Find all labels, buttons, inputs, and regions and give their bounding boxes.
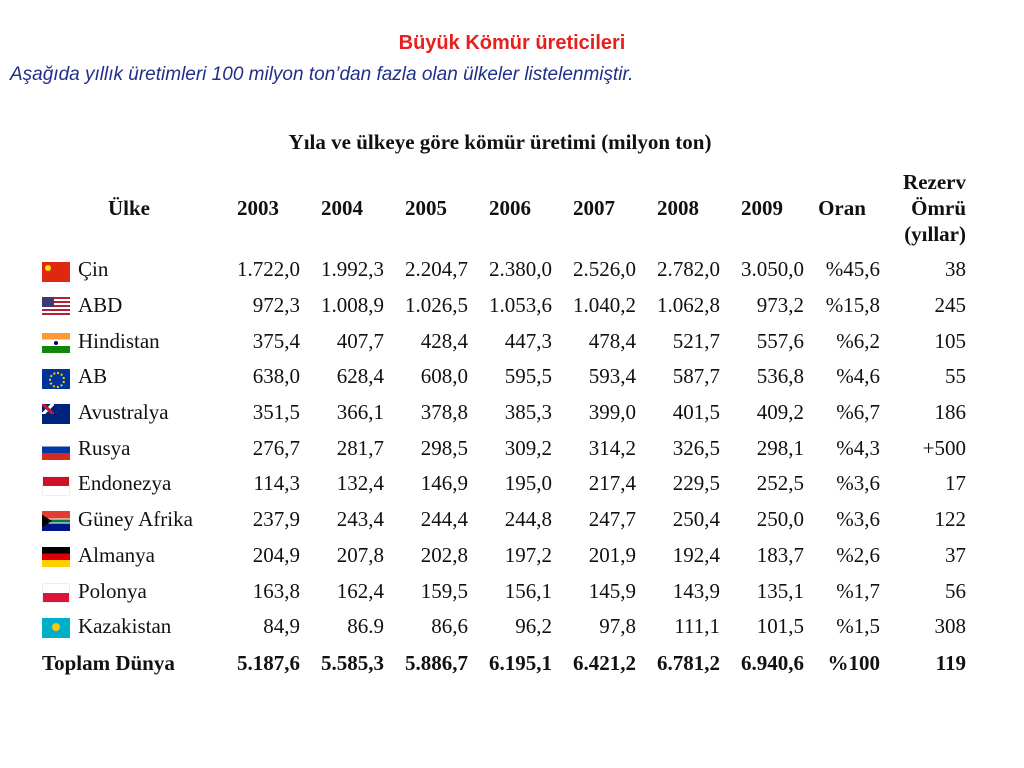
cell-v2008: 521,7 xyxy=(672,328,720,353)
cell-v2003: 237,9 xyxy=(252,507,300,532)
cell-v2009: 183,7 xyxy=(756,542,804,567)
country-name: ABD xyxy=(78,293,123,318)
table-row xyxy=(42,573,966,609)
cell-v2006: 1.053,6 xyxy=(489,293,552,318)
country-name: Endonezya xyxy=(78,471,172,496)
table-row xyxy=(42,430,966,466)
country-name: Avustralya xyxy=(78,400,169,425)
cell-rezerv: 186 xyxy=(934,400,966,425)
cell-v2006: 197,2 xyxy=(504,542,552,567)
total-label: Toplam Dünya xyxy=(42,651,175,676)
country-name: AB xyxy=(78,364,108,389)
cell-oran: %15,8 xyxy=(825,293,880,318)
country-cell xyxy=(42,538,216,574)
country-cell xyxy=(42,323,216,359)
cell-v2008: 326,5 xyxy=(672,435,720,460)
indonesia-flag-icon xyxy=(42,476,70,496)
slide-subtitle: Aşağıda yıllık üretimleri 100 milyon ton’dan fazla olan ülkeler listelenmiştir. xyxy=(10,64,634,85)
table-row xyxy=(42,252,966,288)
cell-v2006: 96,2 xyxy=(515,614,552,639)
kazakhstan-flag-icon xyxy=(42,618,70,638)
table-row xyxy=(42,323,966,359)
cell-v2007: 217,4 xyxy=(588,471,636,496)
country-cell xyxy=(42,466,216,502)
cell-rezerv: 56 xyxy=(945,578,966,603)
cell-v2005: 428,4 xyxy=(420,328,468,353)
cell-v2003: 638,0 xyxy=(252,364,300,389)
cell-v2009: 298,1 xyxy=(756,435,804,460)
table-caption: Yıla ve ülkeye göre kömür üretimi (milyon ton) xyxy=(288,130,712,154)
cell-v2004: 86.9 xyxy=(347,614,384,639)
china-flag-icon xyxy=(42,262,70,282)
cell-rezerv: 245 xyxy=(934,293,966,318)
cell-v2004: 1.008,9 xyxy=(321,293,384,318)
total-v2003: 5.187,6 xyxy=(237,651,300,676)
cell-oran: %1,7 xyxy=(836,578,880,603)
cell-v2005: 298,5 xyxy=(420,435,468,460)
table-row xyxy=(42,466,966,502)
table-row xyxy=(42,359,966,395)
slide-title: Büyük Kömür üreticileri xyxy=(398,32,626,54)
cell-v2008: 143,9 xyxy=(672,578,720,603)
cell-v2009: 3.050,0 xyxy=(741,257,804,282)
cell-v2003: 375,4 xyxy=(252,328,300,353)
germany-flag-icon xyxy=(42,547,70,567)
total-rezerv: 119 xyxy=(935,651,966,676)
cell-v2003: 351,5 xyxy=(252,400,300,425)
cell-v2007: 2.526,0 xyxy=(573,257,636,282)
usa-flag-icon xyxy=(42,297,70,317)
cell-v2004: 407,7 xyxy=(336,328,384,353)
cell-v2008: 401,5 xyxy=(672,400,720,425)
cell-v2005: 86,6 xyxy=(431,614,468,639)
total-v2006: 6.195,1 xyxy=(489,651,552,676)
cell-v2005: 378,8 xyxy=(420,400,468,425)
cell-v2009: 409,2 xyxy=(756,400,804,425)
cell-rezerv: 17 xyxy=(945,471,966,496)
cell-v2004: 162,4 xyxy=(336,578,384,603)
country-cell xyxy=(42,395,216,431)
cell-v2009: 135,1 xyxy=(756,578,804,603)
cell-v2009: 557,6 xyxy=(756,328,804,353)
country-cell xyxy=(42,609,216,645)
country-cell xyxy=(42,430,216,466)
cell-v2004: 1.992,3 xyxy=(321,257,384,282)
cell-v2004: 207,8 xyxy=(336,542,384,567)
cell-v2005: 146,9 xyxy=(420,471,468,496)
cell-v2008: 111,1 xyxy=(674,614,720,639)
cell-v2007: 247,7 xyxy=(588,507,636,532)
cell-v2003: 163,8 xyxy=(252,578,300,603)
cell-v2005: 244,4 xyxy=(420,507,468,532)
cell-v2003: 114,3 xyxy=(253,471,300,496)
cell-oran: %1,5 xyxy=(836,614,880,639)
cell-v2004: 132,4 xyxy=(336,471,384,496)
header-2008: 2008 xyxy=(657,195,699,220)
cell-v2005: 608,0 xyxy=(420,364,468,389)
cell-v2009: 973,2 xyxy=(756,293,804,318)
cell-rezerv: 105 xyxy=(934,328,966,353)
cell-v2003: 84,9 xyxy=(263,614,300,639)
total-v2005: 5.886,7 xyxy=(405,651,468,676)
cell-v2007: 593,4 xyxy=(588,364,636,389)
total-v2009: 6.940,6 xyxy=(741,651,804,676)
cell-v2005: 1.026,5 xyxy=(405,293,468,318)
cell-oran: %3,6 xyxy=(836,507,880,532)
cell-v2008: 587,7 xyxy=(672,364,720,389)
country-cell xyxy=(42,252,216,288)
cell-v2007: 97,8 xyxy=(599,614,636,639)
header-rezerv-line2: Ömrü xyxy=(911,196,966,220)
cell-oran: %2,6 xyxy=(836,542,880,567)
total-v2007: 6.421,2 xyxy=(573,651,636,676)
cell-v2008: 192,4 xyxy=(672,542,720,567)
header-2006: 2006 xyxy=(489,195,531,220)
country-name: Hindistan xyxy=(78,328,160,353)
cell-v2005: 159,5 xyxy=(420,578,468,603)
country-name: Almanya xyxy=(78,542,155,567)
cell-v2006: 385,3 xyxy=(504,400,552,425)
cell-v2003: 972,3 xyxy=(252,293,300,318)
cell-v2004: 628,4 xyxy=(336,364,384,389)
cell-v2007: 314,2 xyxy=(588,435,636,460)
cell-v2005: 202,8 xyxy=(420,542,468,567)
header-2009: 2009 xyxy=(741,195,783,220)
cell-v2008: 2.782,0 xyxy=(657,257,720,282)
total-v2004: 5.585,3 xyxy=(321,651,384,676)
cell-rezerv: 37 xyxy=(945,542,966,567)
country-name: Güney Afrika xyxy=(78,507,193,532)
cell-v2003: 1.722,0 xyxy=(237,257,300,282)
cell-v2007: 1.040,2 xyxy=(573,293,636,318)
cell-v2007: 399,0 xyxy=(588,400,636,425)
cell-oran: %6,2 xyxy=(836,328,880,353)
country-cell xyxy=(42,573,216,609)
cell-v2004: 366,1 xyxy=(336,400,384,425)
eu-flag-icon xyxy=(42,369,70,389)
total-row xyxy=(42,645,966,683)
header-rezerv-line3: (yıllar) xyxy=(904,222,966,246)
header-rezerv-line1: Rezerv xyxy=(903,170,966,194)
cell-rezerv: 308 xyxy=(934,614,966,639)
cell-rezerv: 122 xyxy=(934,507,966,532)
poland-flag-icon xyxy=(42,583,70,603)
country-cell xyxy=(42,502,216,538)
cell-v2007: 201,9 xyxy=(588,542,636,567)
cell-v2006: 195,0 xyxy=(504,471,552,496)
country-name: Çin xyxy=(78,257,109,282)
cell-v2007: 478,4 xyxy=(588,328,636,353)
south-africa-flag-icon xyxy=(42,511,70,531)
total-oran: %100 xyxy=(827,651,880,676)
cell-oran: %6,7 xyxy=(836,400,880,425)
header-country: Ülke xyxy=(108,195,150,220)
cell-v2009: 252,5 xyxy=(756,471,804,496)
coal-production-table xyxy=(42,164,966,683)
country-name: Kazakistan xyxy=(78,614,172,639)
header-rezerv xyxy=(880,164,966,252)
header-2003: 2003 xyxy=(237,195,279,220)
header-oran: Oran xyxy=(818,195,866,220)
table-row xyxy=(42,538,966,574)
cell-v2006: 244,8 xyxy=(504,507,552,532)
table-row xyxy=(42,502,966,538)
cell-v2003: 276,7 xyxy=(252,435,300,460)
table-row xyxy=(42,395,966,431)
cell-oran: %4,6 xyxy=(836,364,880,389)
table-header-row xyxy=(42,164,966,252)
country-name: Polonya xyxy=(78,578,147,603)
cell-oran: %3,6 xyxy=(836,471,880,496)
table-row xyxy=(42,609,966,645)
cell-v2007: 145,9 xyxy=(588,578,636,603)
header-2005: 2005 xyxy=(405,195,447,220)
cell-rezerv: 55 xyxy=(945,364,966,389)
cell-v2008: 229,5 xyxy=(672,471,720,496)
cell-rezerv: 38 xyxy=(945,257,966,282)
india-flag-icon xyxy=(42,333,70,353)
cell-v2005: 2.204,7 xyxy=(405,257,468,282)
table-row xyxy=(42,288,966,324)
header-2007: 2007 xyxy=(573,195,615,220)
total-v2008: 6.781,2 xyxy=(657,651,720,676)
cell-rezerv: +500 xyxy=(922,435,966,460)
header-2004: 2004 xyxy=(321,195,363,220)
cell-v2004: 243,4 xyxy=(336,507,384,532)
cell-v2006: 309,2 xyxy=(504,435,552,460)
cell-v2009: 101,5 xyxy=(756,614,804,639)
cell-v2009: 250,0 xyxy=(756,507,804,532)
cell-v2009: 536,8 xyxy=(756,364,804,389)
cell-oran: %4,3 xyxy=(836,435,880,460)
cell-v2006: 595,5 xyxy=(504,364,552,389)
cell-v2006: 2.380,0 xyxy=(489,257,552,282)
cell-v2006: 447,3 xyxy=(504,328,552,353)
country-cell xyxy=(42,288,216,324)
cell-v2006: 156,1 xyxy=(504,578,552,603)
cell-v2003: 204,9 xyxy=(252,542,300,567)
country-cell xyxy=(42,359,216,395)
cell-v2008: 1.062,8 xyxy=(657,293,720,318)
country-name: Rusya xyxy=(78,435,131,460)
russia-flag-icon xyxy=(42,440,70,460)
cell-v2008: 250,4 xyxy=(672,507,720,532)
cell-v2004: 281,7 xyxy=(336,435,384,460)
cell-oran: %45,6 xyxy=(825,257,880,282)
australia-flag-icon xyxy=(42,404,70,424)
